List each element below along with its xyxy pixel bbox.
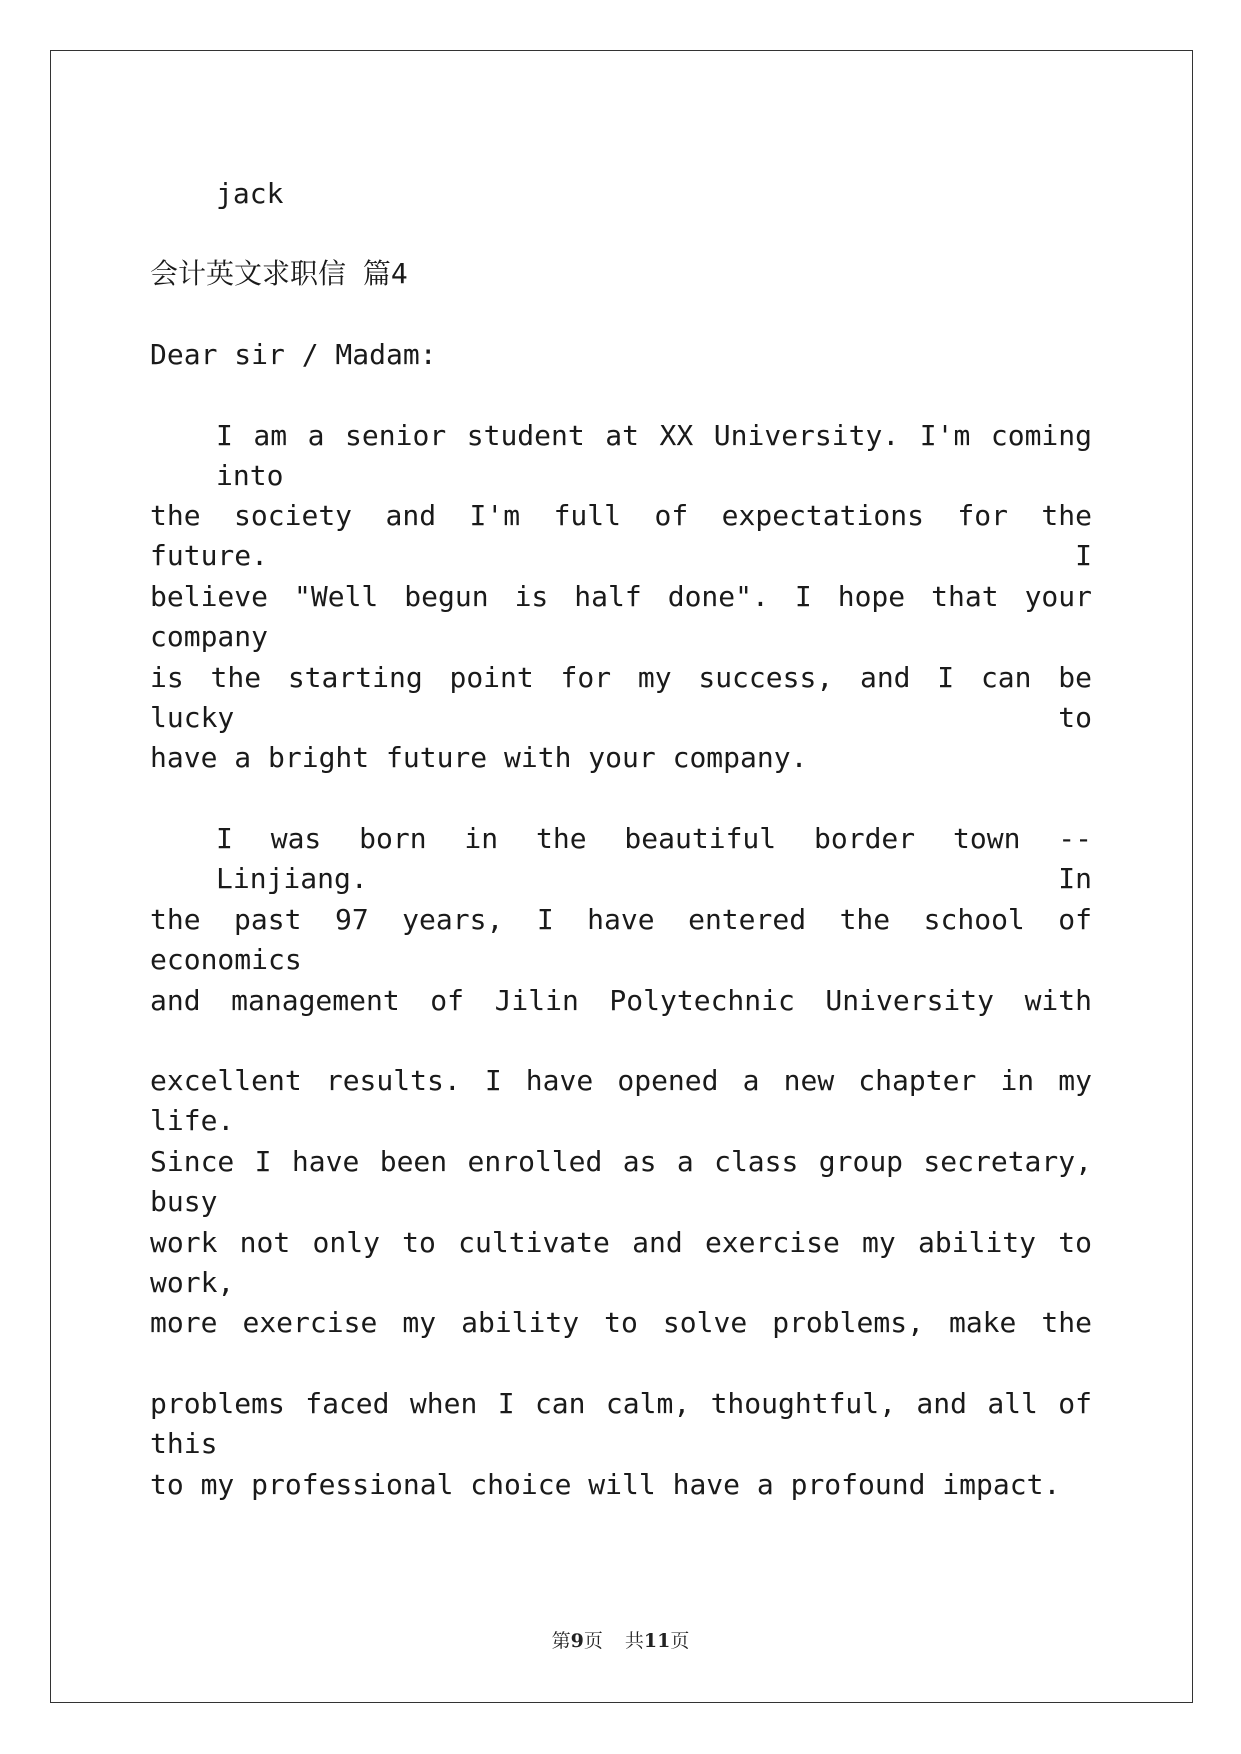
paragraph-1-line-4: is the starting point for my success, and I can be lucky to [150,661,1092,734]
paragraph-2-line-8: problems faced when I can calm, thoughtful, and all of this [150,1387,1092,1460]
paragraph-2-line-6: work not only to cultivate and exercise my ability to work, [150,1226,1092,1299]
page-number: 9 [570,1630,584,1652]
signature-name: jack [216,177,284,210]
paragraph-1-line-2: the society and I'm full of expectations for the future. I [150,499,1092,572]
total-prefix: 共 [624,1630,644,1652]
paragraph-1-line-1: I am a senior student at XX University. I'm coming into [216,419,1092,492]
paragraph-2-line-1: I was born in the beautiful border town -- Linjiang. In [216,822,1092,895]
section-heading: 会计英文求职信 篇4 [150,257,408,290]
paragraph-1-line-5: have a bright future with your company. [150,741,808,774]
paragraph-2-line-4: excellent results. I have opened a new chapter in my life. [150,1064,1092,1137]
paragraph-2-line-3: and management of Jilin Polytechnic University with [150,984,1092,1017]
paragraph-1-line-3: believe "Well begun is half done". I hope that your company [150,580,1092,653]
salutation: Dear sir / Madam: [150,338,437,371]
page-footer [0,1626,1241,1653]
paragraph-2-line-7: more exercise my ability to solve problems, make the [150,1306,1092,1339]
paragraph-2-line-9: to my professional choice will have a profound impact. [150,1468,1061,1501]
paragraph-2-line-2: the past 97 years, I have entered the school of economics [150,903,1092,976]
total-suffix: 页 [670,1630,690,1652]
page-suffix: 页 [583,1630,603,1652]
total-pages: 11 [643,1630,671,1652]
page-prefix: 第 [551,1630,571,1652]
paragraph-2-line-5: Since I have been enrolled as a class group secretary, busy [150,1145,1092,1218]
